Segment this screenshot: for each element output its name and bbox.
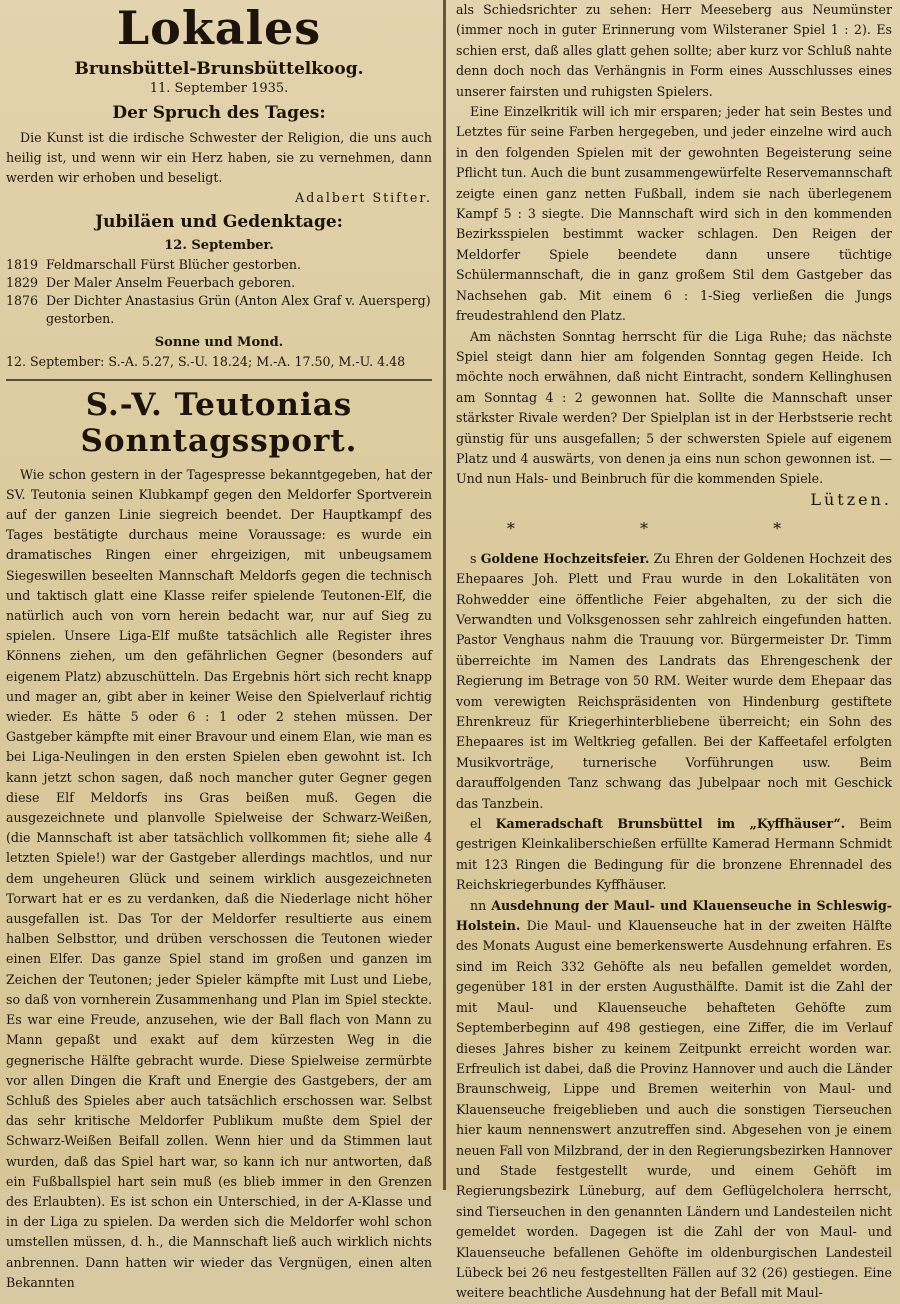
article-paragraph: als Schiedsrichter zu sehen: Herr Meeseberg aus Neumünster (immer noch in guter Erinnerung vom Wilsteraner Spiel 1 : 2). Es schien erst, daß alles glatt gehen sollte; aber kurz vor Schluß nahte denn doch noch das Verhängnis in Form eines Ausschlusses eines unserer fairsten und ruhigsten Spielers. — [456, 2, 892, 99]
article-left-text: Wie schon gestern in der Tagespresse bekanntgegeben, hat der SV. Teutonia seinen Klubkampf gegen den Meldorfer Sportverein auf der ganzen Linie siegreich beendet. Der Hauptkampf des Tages bestätigte durchaus meine Voraussage: es wurde ein dramatisches Ringen einer ehrgeizigen, mit unbeugsamem Siegeswillen beseelten Mannschaft Meldorfs gegen die technisch und taktisch glatt eine Klasse reifer spielende Teutonen-Elf, die natürlich auch von vorn herein bedacht war, nur auf Sieg zu spielen. Unsere Liga-Elf mußte tatsächlich alle Register ihres Könnens ziehen, um den gefährlichen Gegner (besonders auf eigenem Platz) abzuschütteln. Das Ergebnis hört sich recht knapp und mager an, gibt aber in keiner Weise den Spielverlauf richtig wieder. Es hätte 5 oder 6 : 1 oder 2 stehen müssen. Der Gastgeber kämpfte mit einer Bravour und einem Elan, wie man es bei Liga-Neulingen in den ersten Spielen eben gewohnt ist. Ich kann jetzt schon sagen, daß noch mancher guter Gegner gegen diese Elf Meldorfs ins Gras beißen muß. Gegen die ausgezeichnete und planvolle Spielweise der Schwarz-Weißen, (die Mannschaft ist aber tatsächlich vollkommen fit; siehe alle 4 letzten Spiele!) war der Gastgeber allerdings machtlos, und nur dem ungeheuren Glück und seinem wirklich ausgezeichneten Torwart hat er es zu verdanken, daß die Niederlage nicht höher ausgefallen ist. Das Tor der Meldorfer resultierte aus einem halben Selbsttor, und drüben verschossen die Teutonen wieder einen Elfer. Das ganze Spiel stand im großen und ganzen im Zeichen der Teutonen; jeder Spieler kämpfte mit Lust und Liebe, so daß von vornherein Zusammenhang und Plan im Spiel steckte. Es war eine Freude, anzusehen, wie der Ball flach von Mann zu Mann gepaßt und exakt auf dem kürzesten Weg in die gegnerische Hälfte gebracht wurde. Diese Spielweise zermürbte vor allen Dingen die Kraft und Energie des Gastgebers, der am Schluß des Spieles aber auch tatsächlich erschossen war. Selbst das sehr kritische Meldorfer Publikum mußte dem Spiel der Schwarz-Weißen Beifall zollen. Wenn hier und da Stimmen laut wurden, daß das Spiel hart war, so kann ich nur antworten, daß ein Fußballspiel hart sein muß (es blieb immer in den Grenzen des Erlaubten). Es ist schon ein Unterschied, in der A-Klasse und in der Liga zu spielen. Da werden sich die Meldorfer wohl schon umstellen müssen, d. h., die Mannschaft ließ auch wirklich nichts anbrennen. Dann hatten wir wieder das Vergnügen, einen alten Bekannten — [6, 466, 432, 1290]
list-item — [6, 256, 432, 274]
right-column — [452, 0, 900, 1301]
news-prefix: nn — [470, 897, 487, 913]
news-item — [456, 896, 892, 1304]
article-paragraph: Am nächsten Sonntag herrscht für die Liga Ruhe; das nächste Spiel steigt dann hier am folgenden Sonntag gegen Heide. Ich möchte noch erwähnen, daß nicht Eintracht, sondern Kellinghusen am Sonntag 4 : 2 gewonnen hat. Sollte die Mannschaft unser stärkster Rivale werden? Der Spielplan ist in der Herbstserie recht günstig für uns ausgefallen; 5 der schwersten Spiele auf eigenem Platz und 4 auswärts, von denen ja eins nun schon gewonnen ist. — Und nun Hals- und Beinbruch für die kommenden Spiele. — [456, 328, 892, 487]
sonne-text: 12. September: S.-A. 5.27, S.-U. 18.24; M.-A. 17.50, M.-U. 4.48 — [6, 353, 406, 369]
jubilaeen-section — [6, 211, 432, 328]
section-divider — [6, 379, 432, 381]
news-item — [456, 814, 892, 896]
spruch-section — [6, 102, 432, 207]
left-column — [0, 0, 438, 1290]
news-prefix: el — [470, 816, 482, 832]
news-text: Zu Ehren der Goldenen Hochzeit des Ehepaares Joh. Plett und Frau wurde in den Lokalitäten von Rohwedder eine öffentliche Feier abgehalten, zu der sich die Verwandten und Volksgenossen sehr zahlreich eingefunden hatten. Pastor Venghaus nahm die Trauung vor. Bürgermeister Dr. Timm überreichte im Namen des Landrats das Ehrengeschenk der Regierung im Betrage von 50 RM. Weiter wurde dem Ehepaar das vom verewigten Reichspräsidenten von Hindenburg gestiftete Ehrenkreuz für Kriegerhinterbliebene überreicht; ein Sohn des Ehepaares ist im Weltkrieg gefallen. Bei der Kaffeetafel erfolgten Musikvorträge, turnerische Vorführungen usw. Beim darauffolgenden Tanz schwang das Jubelpaar noch mit Geschick das Tanzbein. — [456, 550, 892, 811]
list-item — [6, 292, 432, 328]
news-text: Beim gestrigen Kleinkaliberschießen erfüllte Kamerad Hermann Schmidt mit 123 Ringen die Bedingung für die bronzene Ehrennadel des Reichskriegerbundes Kyffhäuser. — [456, 816, 892, 893]
anniversary-text: Feldmarschall Fürst Blücher gestorben. — [46, 256, 301, 272]
jubilaeen-heading: Jubiläen und Gedenktage: — [95, 211, 343, 232]
subhead: Brunsbüttel-Brunsbüttelkoog. — [74, 59, 364, 79]
article-paragraph: Eine Einzelkritik will ich mir ersparen; jeder hat sein Bestes und Letztes für seine Farben hergegeben, und jeder einzelne wird auch in den folgenden Spielen mit der gewohnten Begeisterung seine Pflicht tun. Auch die bunt zusammengewürfelte Reservemannschaft zeigte einen ganz netten Fußball, indem sie nach überlegenem Kampf 5 : 3 siegte. Die Mannschaft wird sich in den kommenden Bezirksspielen bestimmt wacker schlagen. Den Reigen der Meldorfer Spiele beendete dann unsere tüchtige Schülermannschaft, die in ganz großem Stil dem Gastgeber das Nachsehen gab. Mit einem 6 : 1-Sieg verließen die Jungs freudestrahlend den Platz. — [456, 104, 892, 324]
sonne-heading: Sonne und Mond. — [154, 334, 284, 350]
spruch-author: Adalbert Stifter. — [295, 189, 432, 205]
list-item — [6, 274, 432, 292]
news-text: Die Maul- und Klauenseuche hat in der zweiten Hälfte des Monats August eine bemerkenswerte Ausdehnung erfahren. Es sind im Reich 332 Gehöfte als neu befallen gemeldet worden, gegenüber 181 in der ersten Augusthälfte. Damit ist die Zahl der mit Maul- und Klauenseuche behafteten Gehöfte zum Septemberbeginn auf 498 gestiegen, eine Ziffer, die im Verlauf dieses Jahres bisher zu keinem Zeitpunkt erreicht worden war. Erfreulich ist dabei, daß die Provinz Hannover und auch die Länder Braunschweig, Lippe und Bremen weiterhin von Maul- und Klauenseuche freigeblieben und auch die sonstigen Tierseuchen hier kaum nennenswert anzutreffen sind. Abgesehen von je einem neuen Fall von Milzbrand, der in den Regierungsbezirken Hannover und Stade festgestellt wurde, und einem Gehöft im Regierungsbezirk Lüneburg, auf dem Geflügelcholera herrscht, sind Tierseuchen in den genannten Ländern und Landesteilen nicht gemeldet worden. Dagegen ist die Zahl der von Maul- und Klauenseuche befallenen Gehöfte im oldenburgischen Landesteil Lübeck bei 26 neu festgestellten Fällen auf 32 (26) gestiegen. Eine weitere beachtliche Ausdehnung hat der Befall mit Maul- — [456, 918, 892, 1301]
anniversary-year: 1829 — [6, 274, 39, 290]
article-title: S.-V. Teutonias Sonntagssport. — [80, 386, 358, 459]
spruch-text: Die Kunst ist die irdische Schwester der Religion, die uns auch heilig ist, und wenn wir ein Herz haben, sie zu vernehmen, dann werden wir erhoben und beseligt. — [6, 130, 432, 186]
spruch-quote — [6, 128, 432, 207]
news-headline: Kameradschaft Brunsbüttel im „Kyffhäuser“. — [495, 816, 846, 832]
article-byline: Lützen. — [810, 489, 892, 509]
anniversary-text: Der Dichter Anastasius Grün (Anton Alex Graf v. Auersperg) gestorben. — [46, 292, 431, 326]
news-prefix: s — [470, 550, 477, 566]
masthead: Lokales — [116, 1, 322, 55]
news-headline: Goldene Hochzeitsfeier. — [480, 550, 650, 566]
anniversary-list — [6, 256, 432, 328]
news-item — [456, 549, 892, 814]
jubilaeen-date: 12. September. — [164, 237, 274, 253]
spruch-heading: Der Spruch des Tages: — [112, 103, 326, 123]
anniversary-year: 1876 — [6, 292, 39, 308]
sonne-section — [6, 334, 432, 371]
news-headline: Ausdehnung der Maul- und Klauenseuche in Schleswig-Holstein. — [456, 897, 892, 934]
column-rule — [443, 0, 446, 1190]
star-separator: * * * — [506, 518, 842, 538]
dateline: 11. September 1935. — [149, 81, 289, 96]
anniversary-text: Der Maler Anselm Feuerbach geboren. — [46, 274, 296, 290]
anniversary-year: 1819 — [6, 256, 39, 272]
